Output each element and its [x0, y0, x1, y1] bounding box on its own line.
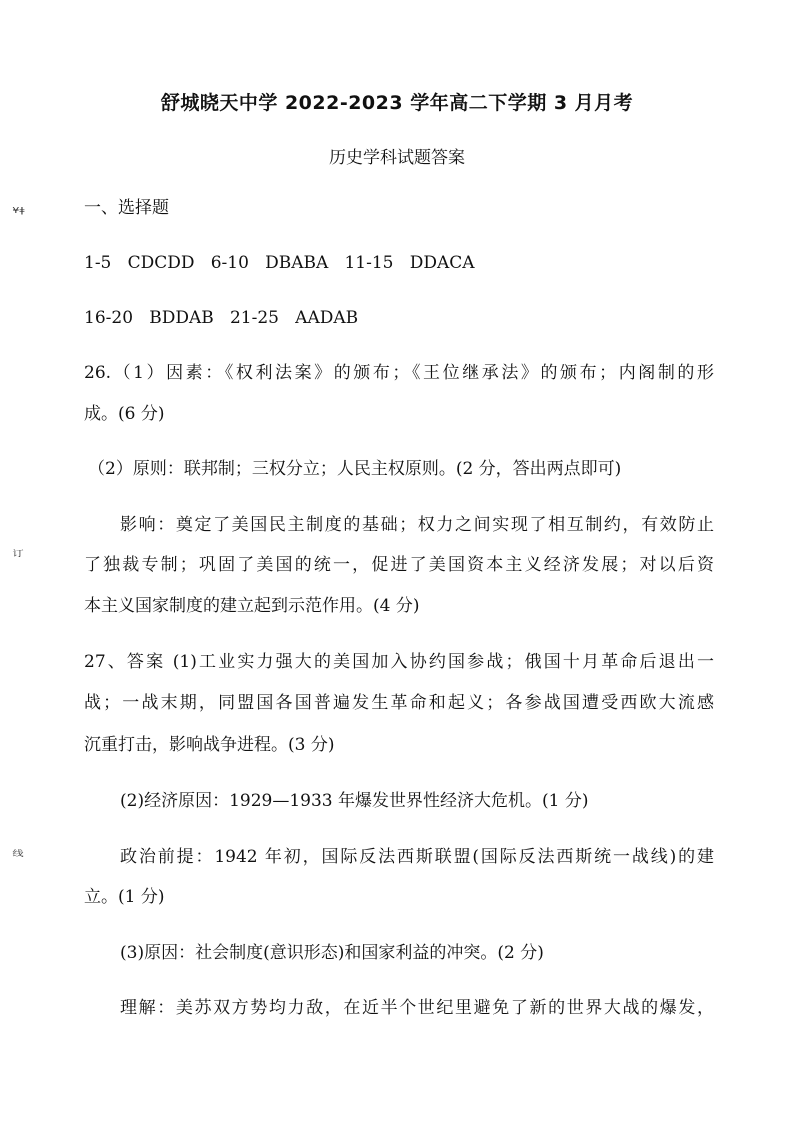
- q27-part1-line1: 27、答案 (1)工业实力强大的美国加入协约国参战；俄国十月革命后退出一: [84, 652, 714, 672]
- q26-part3-line1: 影响：奠定了美国民主制度的基础；权力之间实现了相互制约，有效防止: [120, 515, 714, 535]
- q26-part1-line1: 26.（1）因素：《权利法案》的颁布；《王位继承法》的颁布；内阁制的形: [84, 363, 714, 383]
- q27-part5-line1: 理解：美苏双方势均力敌，在近半个世纪里避免了新的世界大战的爆发，: [120, 998, 714, 1018]
- q26-part2: （2）原则：联邦制；三权分立；人民主权原则。(2 分，答出两点即可): [88, 459, 622, 479]
- q26-part3-line3: 本主义国家制度的建立起到示范作用。(4 分): [84, 596, 420, 616]
- margin-mark-1: ¥ǂ: [12, 206, 25, 215]
- margin-mark-2: 订: [12, 549, 24, 558]
- q27-part4: (3)原因：社会制度(意识形态)和国家利益的冲突。(2 分): [120, 943, 544, 963]
- q27-part2: (2)经济原因：1929—1933 年爆发世界性经济大危机。(1 分): [120, 791, 589, 811]
- mc-answers-row-1: 1-5 CDCDD 6-10 DBABA 11-15 DDACA: [84, 253, 475, 273]
- margin-mark-3: 线: [12, 849, 24, 858]
- mc-answers-row-2: 16-20 BDDAB 21-25 AADAB: [84, 308, 359, 328]
- q27-part1-line2: 战；一战末期，同盟国各国普遍发生革命和起义；各参战国遭受西欧大流感: [84, 693, 714, 713]
- q26-part1-line2: 成。(6 分): [84, 404, 165, 424]
- q27-part3-line2: 立。(1 分): [84, 887, 165, 907]
- q26-part3-line2: 了独裁专制；巩固了美国的统一，促进了美国资本主义经济发展；对以后资: [84, 555, 714, 575]
- page-subtitle: 历史学科试题答案: [329, 148, 465, 168]
- q27-part3-line1: 政治前提：1942 年初，国际反法西斯联盟(国际反法西斯统一战线)的建: [120, 847, 714, 867]
- q27-part1-line3: 沉重打击，影响战争进程。(3 分): [84, 735, 335, 755]
- section-heading: 一、选择题: [84, 198, 169, 218]
- page-title: 舒城晓天中学 2022-2023 学年高二下学期 3 月月考: [160, 92, 634, 114]
